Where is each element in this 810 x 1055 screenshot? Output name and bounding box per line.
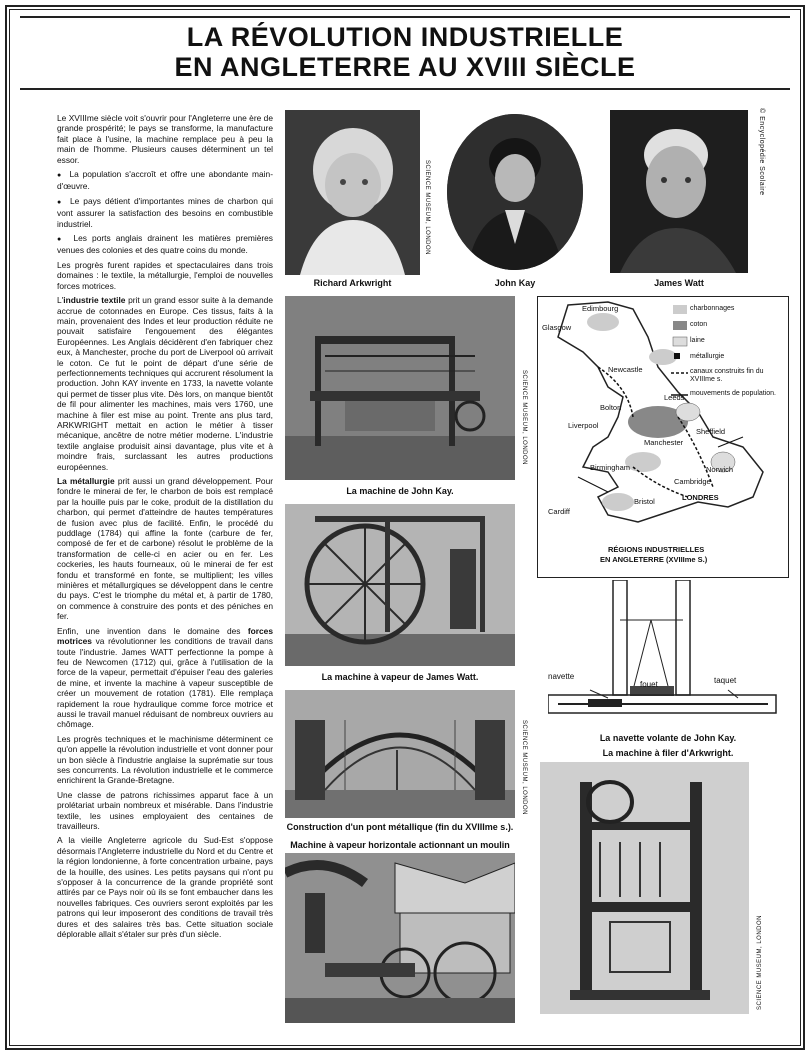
paragraph-classes: Une classe de patrons richissimes apparut face à un prolétariat urbain nombreux et misérable. Dans l'industrie textile, les usines employaient des centaines de travailleurs. bbox=[57, 789, 273, 831]
photo-credit: SCIENCE MUSEUM, LONDON bbox=[521, 720, 527, 816]
legend-charbonnages: charbonnages bbox=[690, 305, 735, 312]
paragraph-metallurgy bbox=[57, 476, 273, 622]
caption-steam-watt: La machine à vapeur de James Watt. bbox=[321, 672, 479, 682]
page-title-line2: EN ANGLETERRE AU XVIII SIÈCLE bbox=[174, 52, 636, 82]
city-edimbourg: Edimbourg bbox=[582, 304, 619, 313]
caption-spinning: La machine à filer d'Arkwright. bbox=[602, 748, 734, 758]
legend-canaux: canaux construits fin du XVIIIme s. bbox=[690, 368, 764, 383]
label-navette: navette bbox=[548, 672, 575, 681]
city-sheffield: Sheffield bbox=[696, 427, 726, 436]
city-norwich: Norwich bbox=[706, 465, 734, 474]
bold-term-motive-power: forces motrices bbox=[57, 625, 273, 647]
title-rule-bottom bbox=[20, 88, 790, 90]
portrait-watt bbox=[610, 110, 748, 273]
city-manchester: Manchester bbox=[644, 438, 684, 447]
photo-credit: SCIENCE MUSEUM, LONDON bbox=[757, 914, 763, 1010]
page-title-line1: LA RÉVOLUTION INDUSTRIELLE bbox=[186, 22, 624, 52]
photo-mill-image bbox=[285, 853, 515, 1023]
copyright-notice: © Encyclopédie Scolaire bbox=[758, 108, 765, 196]
map-drawing bbox=[538, 297, 788, 577]
text-span: Enfin, une invention dans le domaine des bbox=[57, 625, 248, 636]
portrait-kay bbox=[447, 114, 583, 270]
legend-coton: coton bbox=[690, 321, 708, 328]
photo-steam-watt-image bbox=[285, 504, 515, 666]
bullet-population: ● La population s'accroît et offre une abondante main-d'œuvre. bbox=[57, 169, 273, 192]
bullet-ports: ● Les ports anglais drainent les matières premières venues des colonies et des quatre coins du monde. bbox=[57, 233, 273, 256]
caption-mill: Machine à vapeur horizontale actionnant un moulin bbox=[290, 840, 510, 850]
title-rule-top bbox=[20, 16, 790, 18]
paragraph-motive-power bbox=[57, 626, 273, 730]
city-glasgow: Glasgow bbox=[542, 323, 572, 332]
caption-machine-kay: La machine de John Kay. bbox=[346, 486, 454, 496]
city-bolton: Bolton bbox=[600, 403, 622, 412]
bold-term-metallurgy: La métallurgie bbox=[57, 476, 115, 486]
article-text bbox=[57, 113, 273, 943]
map-title-line2: EN ANGLETERRE (XVIIIme S.) bbox=[600, 555, 708, 564]
paragraph-regions: A la vieille Angleterre agricole du Sud-Est s'oppose désormais l'Angleterre industrielle du Nord et du Centre et la région londonienne, à forte concentration urbaine, pays de la houille, des usines. Les petits paysans qui n'ont pu s'opposer à la concurrence de la grande propriété sont attirés par ce Pays noir où ils se font embaucher dans les nouvelles fabriques. Ces ouvriers seront exploités par les patrons qui leur imposeront des conditions de travail très dures et des salaires très bas. Cette situation sociale déplorable allait s'étaler sur près d'un siècle. bbox=[57, 835, 273, 940]
text-span: va révolutionner les conditions de travail dans toute l'industrie. James WATT perfectionne la pompe à feu de Newcomen (1712) qui, grâce à l'utilisation de la force de la vapeur, permettait d'épuiser l'eau des galeries de mine, et invente la machine à vapeur susceptible de créer un mouvement de rotation (1781). Elle remplaça rapidement la roue hydraulique comme force motrice et aussi le travail manuel réduisant de nombreux ouvriers au chômage. bbox=[57, 636, 273, 730]
label-fouet: fouet bbox=[640, 680, 658, 689]
caption-shuttle: La navette volante de John Kay. bbox=[599, 733, 737, 743]
photo-machine-kay-image bbox=[285, 296, 515, 480]
city-leeds: Leeds bbox=[664, 393, 685, 402]
city-liverpool: Liverpool bbox=[568, 421, 599, 430]
photo-spinning-machine-image bbox=[540, 762, 749, 1014]
photo-bridge bbox=[285, 690, 515, 818]
city-londres: LONDRES bbox=[682, 493, 719, 502]
caption-arkwright: Richard Arkwright bbox=[313, 278, 392, 288]
map-title-line1: RÉGIONS INDUSTRIELLES bbox=[608, 545, 705, 554]
paragraph-textile bbox=[57, 295, 273, 472]
text-span: prit aussi un grand développement. Pour fondre le minerai de fer, le charbon de bois est remplacé par la houille puis par le coke, produit de la distillation du charbon, qui permet d'atteindre de hautes températures de fusion avec plus de facilité. Enfin, le procédé du puddlage (1784) qui affine la fonte (carbure de fer, composé de fer et de carbone) résolut le problème de la transformation de celle-ci en acier ou en fer. Les cockeries, les hauts fourneaux, où le minerai de fer est fondu et transformé en fonte, se multiplient; les villes minières et métallurgiques se développent dans le centre du pays. C'est le triomphe du métal et, à partir de 1780, on commence à construire des ponts et des péniches en fer. bbox=[57, 476, 274, 622]
text-span: L' bbox=[57, 295, 64, 306]
legend-laine: laine bbox=[690, 337, 705, 344]
paragraph-intro: Le XVIIIme siècle voit s'ouvrir pour l'Angleterre une ère de grande prospérité; le pays se transforme, la manufacture fait place à l'usine, la machine remplace peu à peu la main de l'homme. Plusieurs causes déterminent un tel essor. bbox=[57, 113, 273, 165]
label-taquet: taquet bbox=[714, 676, 737, 685]
photo-bridge-image bbox=[285, 690, 515, 818]
city-cardiff: Cardiff bbox=[548, 507, 570, 516]
photo-spinning-machine bbox=[540, 762, 749, 1014]
paragraph-progress: Les progrès furent rapides et spectaculaires dans trois domaines : le textile, la métallurgie, l'emploi de nouvelles forces motrices. bbox=[57, 259, 273, 291]
photo-steam-watt bbox=[285, 504, 515, 666]
legend-mouvements: mouvements de population. bbox=[690, 390, 776, 397]
photo-credit: SCIENCE MUSEUM, LONDON bbox=[424, 160, 430, 256]
city-bristol: Bristol bbox=[634, 497, 655, 506]
portrait-arkwright bbox=[285, 110, 420, 275]
page-title bbox=[0, 22, 810, 82]
city-birmingham: Birmingham bbox=[590, 463, 631, 472]
text-span: prit un grand essor suite à la demande accrue de cotonnades en Europe. Ces tissus, faits à la main, provenaient des Indes et leur production réduite ne pouvait satisfaire l'engouement des élégantes Européennes. Les Anglais décidèrent d'en fabriquer chez eux, à Manchester, proche du port de Liverpool où arrivait le coton. Ce fut le point de départ d'une série de perfectionnements techniques qui accrurent résolument la production. John KAY invente en 1733, la navette volante qui permet de tisser plus vite. Dès lors, on manque bientôt de fil pour alimenter les machines, mais vers 1760, une machine à filer est mise au point. Trente ans plus tard, ARKWRIGHT mettait en action le métier à tisser mécanique, ancêtre de notre métier moderne. L'industrie textile anglaise produisit ainsi davantage, plus vite et à moindre frais, surclassant les autres productions européennes. bbox=[57, 295, 273, 472]
paragraph-revolution: Les progrès techniques et le machinisme déterminent ce qu'on appelle la révolution industrielle et vont donner pour un bon siècle à l'industrie anglaise la suprématie sur tous ses concurrents. La révolution industrielle et le commerce enrichirent la Grande-Bretagne. bbox=[57, 733, 273, 786]
portrait-watt-image bbox=[610, 110, 748, 273]
legend-metallurgie: métallurgie bbox=[690, 353, 725, 360]
city-cambridge: Cambridge bbox=[674, 477, 711, 486]
portrait-kay-image bbox=[447, 114, 583, 270]
flying-shuttle-diagram bbox=[548, 580, 788, 745]
photo-credit: SCIENCE MUSEUM, LONDON bbox=[521, 370, 527, 466]
caption-bridge: Construction d'un pont métallique (fin du XVIIIme s.). bbox=[286, 822, 514, 832]
portrait-arkwright-image bbox=[285, 110, 420, 275]
caption-watt: James Watt bbox=[654, 278, 704, 288]
photo-mill bbox=[285, 853, 515, 1023]
industrial-regions-map bbox=[537, 296, 789, 578]
city-newcastle: Newcastle bbox=[608, 365, 643, 374]
photo-machine-kay bbox=[285, 296, 515, 480]
caption-kay: John Kay bbox=[494, 278, 536, 288]
flying-shuttle-drawing bbox=[548, 580, 788, 745]
bullet-coal: ● Le pays détient d'importantes mines de charbon qui vont assurer la satisfaction des besoins en combustible industriel. bbox=[57, 196, 273, 229]
bold-term-textile: industrie textile bbox=[63, 295, 126, 306]
